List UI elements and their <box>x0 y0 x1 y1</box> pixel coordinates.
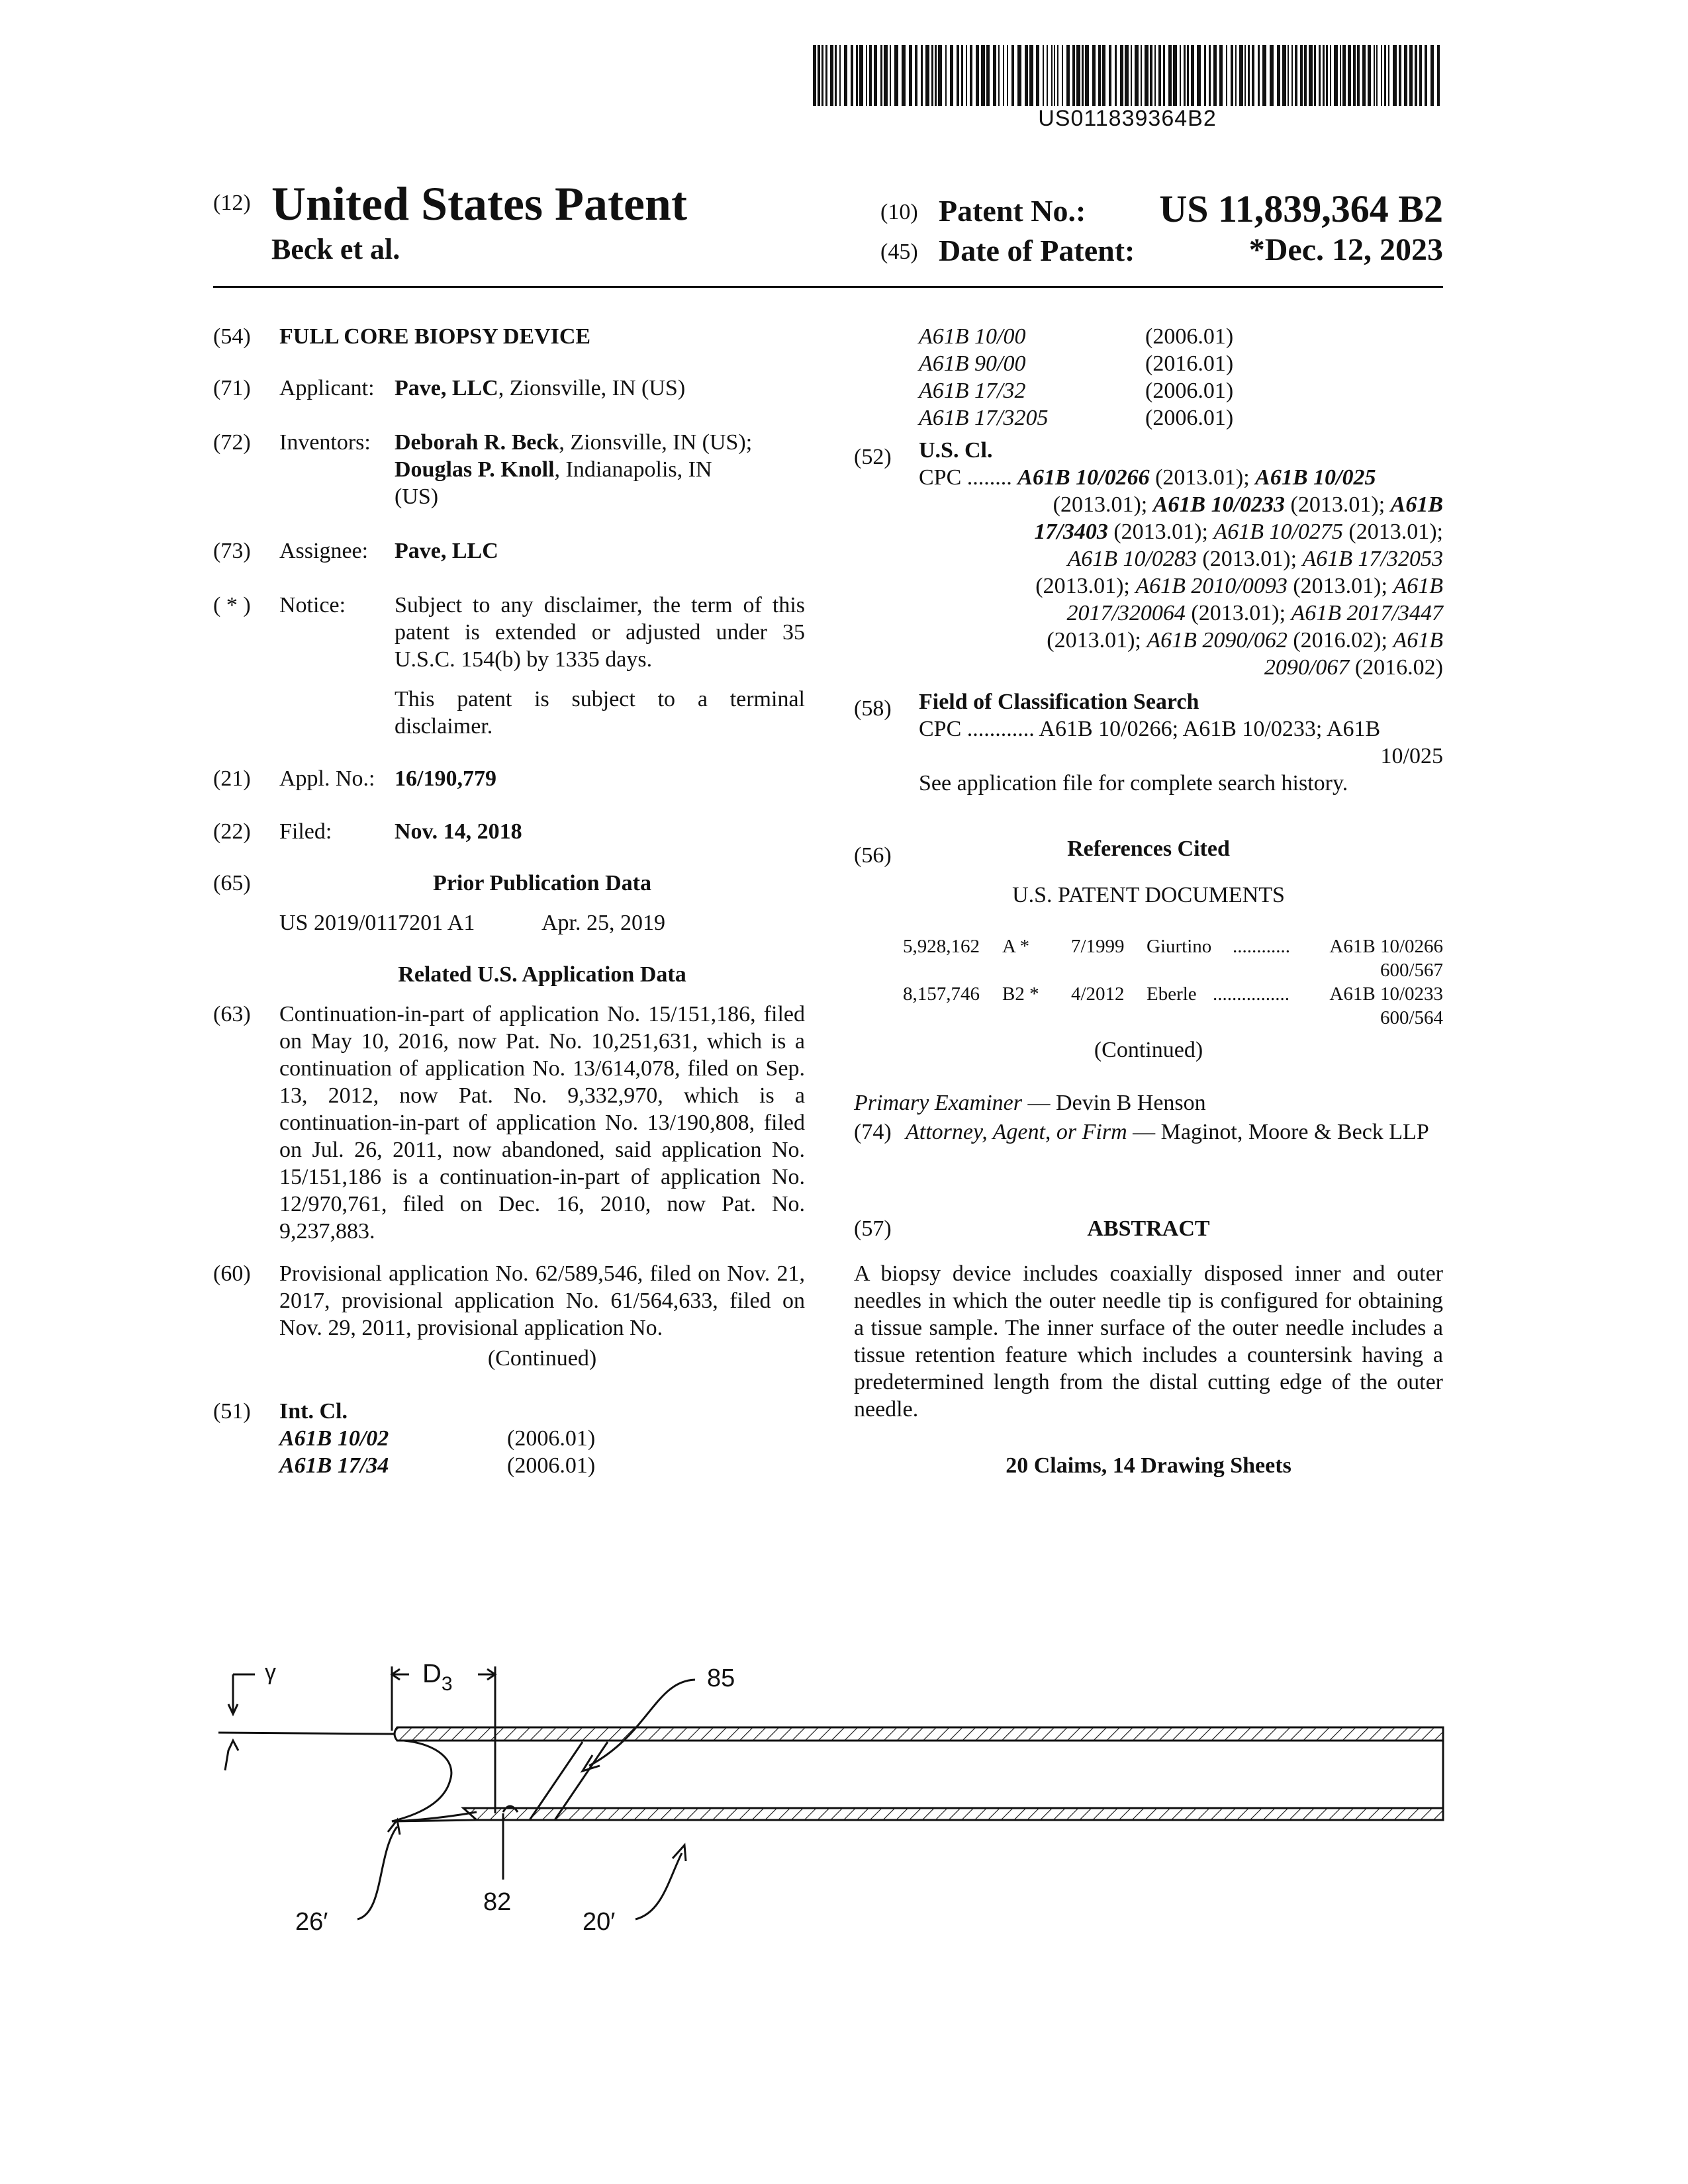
prior-pub-heading: Prior Publication Data <box>433 871 651 895</box>
examiner-name: — Devin B Henson <box>1022 1091 1206 1115</box>
cpc-segment: (2013.01); <box>1342 520 1443 544</box>
cpc-segment: CPC ........ <box>919 465 1018 490</box>
barcode-bar <box>1219 45 1223 106</box>
barcode-bar <box>1047 45 1048 106</box>
barcode-bar <box>1244 45 1246 106</box>
barcode-bar <box>1098 45 1101 106</box>
barcode-bar <box>1437 45 1440 106</box>
cpc-segment: (2013.01); <box>1285 492 1391 517</box>
cpc-segment: (2013.01); <box>1053 492 1153 517</box>
barcode-bar <box>1109 45 1111 106</box>
us-cl-heading: U.S. Cl. <box>919 438 993 463</box>
reference-date: 4/2012 <box>1071 983 1125 1005</box>
inventor-2-country: (US) <box>395 484 439 509</box>
field-num-52: (52) <box>854 445 892 469</box>
int-cl-code: A61B 10/00 <box>919 324 1026 349</box>
cpc-segment: A61B 2010/0093 <box>1135 574 1288 598</box>
barcode-bar <box>874 45 877 106</box>
barcode-bar <box>1262 45 1266 106</box>
barcode-bar <box>1399 45 1401 106</box>
field-num-22: (22) <box>213 819 251 844</box>
appl-no: 16/190,779 <box>395 766 496 791</box>
barcode-bar <box>1288 45 1289 106</box>
cpc-segment: (2013.01); <box>1287 574 1393 598</box>
barcode-bar <box>1357 45 1360 106</box>
reference-name: Eberle <box>1147 983 1197 1005</box>
references-continued: (Continued) <box>1094 1038 1203 1062</box>
applicant <box>395 375 685 402</box>
barcode-bar <box>1388 45 1389 106</box>
field-num-73: (73) <box>213 539 251 563</box>
barcode-bar <box>1409 45 1413 106</box>
barcode-bar <box>1197 45 1201 106</box>
cpc-segment: A61B <box>1393 628 1443 653</box>
cpc-segment: 17/3403 <box>1034 520 1108 544</box>
barcode-bar <box>1150 45 1152 106</box>
barcode-bar <box>957 45 959 106</box>
barcode-bar <box>1187 45 1189 106</box>
label-d3-letter: D <box>422 1659 442 1688</box>
authors: Beck et al. <box>271 233 400 265</box>
barcode-bar <box>1384 45 1386 106</box>
barcode-bar <box>1304 45 1307 106</box>
barcode-bar <box>1054 45 1055 106</box>
barcode-bar <box>981 45 985 106</box>
int-cl-year: (2006.01) <box>1145 324 1234 349</box>
label-26: 26′ <box>295 1908 328 1936</box>
barcode-bar <box>1404 45 1407 106</box>
field-search-heading: Field of Classification Search <box>919 690 1199 714</box>
cpc-segment: A61B 17/32053 <box>1302 547 1443 571</box>
cpc-segment: 2017/320064 <box>1066 601 1186 625</box>
applicant-location: , Zionsville, IN (US) <box>498 376 686 400</box>
barcode-bar <box>1025 45 1028 106</box>
inventor-1 <box>395 429 752 456</box>
cpc-segment: A61B 10/0233 <box>1152 492 1286 517</box>
barcode-bar <box>1374 45 1375 106</box>
cpc-segment: (2016.02) <box>1349 655 1443 680</box>
barcode-bar <box>830 45 833 106</box>
barcode-bar <box>1085 45 1089 106</box>
appl-no-label: Appl. No.: <box>279 766 375 791</box>
cpc-line <box>919 627 1443 654</box>
barcode-bar <box>1082 45 1084 106</box>
abstract-text: A biopsy device includes coaxially disposed inner and outer needles in which the outer needle tip is configured for obtaining a tissue sample. The inner surface of the outer needle includes a tissue retention feature which includes a countersink having a predetermined length from the distal cutting edge of the outer needle. <box>854 1261 1443 1422</box>
examiner-label: Primary Examiner <box>854 1091 1023 1115</box>
int-cl-year: (2006.01) <box>1145 406 1234 430</box>
barcode-bar <box>1248 45 1250 106</box>
barcode-bar <box>1239 45 1243 106</box>
barcode-bar <box>1154 45 1156 106</box>
reference-subclass: 600/564 <box>1380 1007 1443 1028</box>
barcode-bar <box>1270 45 1274 106</box>
barcode-bar <box>813 45 816 106</box>
barcode-bar <box>869 45 872 106</box>
barcode <box>813 45 1442 106</box>
label-85: 85 <box>707 1664 735 1692</box>
barcode-bar <box>1043 45 1044 106</box>
references-heading: References Cited <box>1067 837 1230 861</box>
inventor-2 <box>395 456 712 483</box>
cpc-segment: (2013.01); <box>1196 547 1303 571</box>
barcode-bar <box>998 45 1000 106</box>
search-history-note: See application file for complete search history. <box>919 771 1348 796</box>
int-cl-year: (2016.01) <box>1145 351 1234 376</box>
barcode-bar <box>1145 45 1149 106</box>
barcode-bar <box>938 45 942 106</box>
barcode-bar <box>925 45 929 106</box>
barcode-bar <box>1141 45 1142 106</box>
representative-drawing <box>0 1602 1688 1972</box>
field-search-cpc: CPC ............ A61B 10/0266; A61B 10/0233; A61B <box>919 717 1381 741</box>
barcode-bar <box>1076 45 1080 106</box>
barcode-bar <box>921 45 923 106</box>
terminal-disclaimer: This patent is subject to a terminal disclaimer. <box>395 687 805 739</box>
barcode-bar <box>884 45 888 106</box>
barcode-bar <box>1062 45 1063 106</box>
prior-pub-number: US 2019/0117201 A1 <box>279 911 475 935</box>
barcode-number: US011839364B2 <box>1038 106 1217 131</box>
patent-kind-title: United States Patent <box>271 177 687 230</box>
reference-kind: A * <box>1002 936 1030 957</box>
barcode-bar <box>1342 45 1346 106</box>
int-cl-year: (2006.01) <box>507 1426 596 1451</box>
int-cl-code: A61B 10/02 <box>279 1426 389 1451</box>
barcode-bar <box>1334 45 1338 106</box>
header-rule <box>213 286 1443 288</box>
barcode-bar <box>1340 45 1341 106</box>
barcode-bar <box>890 45 891 106</box>
cpc-segment: (2013.01); <box>1035 574 1136 598</box>
barcode-bar <box>1300 45 1303 106</box>
barcode-bar <box>1213 45 1217 106</box>
attorney-label: Attorney, Agent, or Firm <box>906 1120 1127 1144</box>
barcode-bar <box>1348 45 1351 106</box>
field-num-74: (74) <box>854 1120 892 1144</box>
barcode-bar <box>1115 45 1117 106</box>
barcode-bar <box>844 45 847 106</box>
barcode-bar <box>1362 45 1366 106</box>
claims-summary: 20 Claims, 14 Drawing Sheets <box>1006 1453 1291 1478</box>
barcode-bar <box>894 45 898 106</box>
inventor-1-name: Deborah R. Beck <box>395 430 559 455</box>
barcode-bar <box>1092 45 1096 106</box>
abstract-heading: ABSTRACT <box>1087 1216 1210 1241</box>
attorney-name: — Maginot, Moore & Beck LLP <box>1127 1120 1429 1144</box>
barcode-bar <box>1102 45 1105 106</box>
inventors-label: Inventors: <box>279 430 371 455</box>
int-cl-year: (2006.01) <box>507 1453 596 1478</box>
barcode-bar <box>1017 45 1021 106</box>
barcode-bar <box>1282 45 1286 106</box>
field-num-60: (60) <box>213 1261 251 1286</box>
assignee-label: Assignee: <box>279 539 369 563</box>
patent-no-label: Patent No.: <box>939 194 1086 228</box>
notice-label: Notice: <box>279 593 346 617</box>
applicant-name: Pave, LLC <box>395 376 498 400</box>
barcode-bar <box>931 45 933 106</box>
kind-code-num: (12) <box>213 191 251 215</box>
barcode-bar <box>1393 45 1397 106</box>
barcode-bar <box>950 45 953 106</box>
barcode-bar <box>835 45 837 106</box>
barcode-bar <box>1277 45 1280 106</box>
barcode-bar <box>851 45 853 106</box>
cpc-segment: A61B 2017/3447 <box>1291 601 1443 625</box>
inventor-2-name: Douglas P. Knoll <box>395 457 555 482</box>
cpc-segment: A61B <box>1390 492 1443 517</box>
barcode-bar <box>1425 45 1427 106</box>
prior-pub-date: Apr. 25, 2019 <box>541 911 665 935</box>
barcode-bar <box>1226 45 1227 106</box>
cpc-segment: A61B 10/0275 <box>1213 520 1343 544</box>
barcode-bar <box>986 45 990 106</box>
notice-text: Subject to any disclaimer, the term of this patent is extended or adjusted under 35 U.S.C. 154(b) by 1335 days. <box>395 593 805 672</box>
reference-date: 7/1999 <box>1071 936 1125 957</box>
barcode-bar <box>902 45 906 106</box>
outer-needle <box>218 1727 1443 1821</box>
filed-date: Nov. 14, 2018 <box>395 819 522 844</box>
reference-name: Giurtino <box>1147 936 1212 957</box>
barcode-bar <box>1003 45 1004 106</box>
barcode-bar <box>1135 45 1139 106</box>
barcode-bar <box>856 45 858 106</box>
cpc-segment: (2016.02); <box>1287 628 1393 653</box>
cpc-segment: 2090/067 <box>1264 655 1350 680</box>
barcode-bar <box>1051 45 1053 106</box>
cpc-segment: A61B 10/0266 <box>1017 465 1150 490</box>
barcode-bar <box>1330 45 1331 106</box>
provisional-continued: (Continued) <box>487 1346 597 1371</box>
barcode-bar <box>1173 45 1177 106</box>
barcode-bar <box>1415 45 1417 106</box>
label-82: 82 <box>483 1888 512 1916</box>
filed-label: Filed: <box>279 819 332 844</box>
applicant-label: Applicant: <box>279 376 375 400</box>
field-search-cpc-cont: 10/025 <box>1380 744 1443 768</box>
barcode-bar <box>1029 45 1033 106</box>
reference-class: A61B 10/0266 <box>1329 936 1443 957</box>
reference-subclass: 600/567 <box>1380 960 1443 981</box>
cpc-segment: (2013.01); <box>1107 520 1214 544</box>
barcode-bar <box>1184 45 1186 106</box>
primary-examiner <box>854 1089 1206 1116</box>
field-num-58: (58) <box>854 696 892 721</box>
int-cl-code: A61B 17/32 <box>919 379 1026 403</box>
barcode-bar <box>1419 45 1422 106</box>
barcode-bar <box>1125 45 1129 106</box>
barcode-bar <box>1007 45 1008 106</box>
barcode-bar <box>1309 45 1313 106</box>
label-20: 20′ <box>583 1908 616 1936</box>
cpc-classifications <box>919 464 1443 681</box>
date-label: Date of Patent: <box>939 234 1135 267</box>
date-num: (45) <box>880 240 918 264</box>
barcode-bar <box>1168 45 1172 106</box>
cpc-segment: (2013.01); <box>1047 628 1147 653</box>
barcode-bar <box>909 45 912 106</box>
reference-number: 8,157,746 <box>903 983 980 1005</box>
cpc-segment: (2013.01); <box>1185 601 1291 625</box>
cpc-line <box>919 545 1443 572</box>
barcode-bar <box>1191 45 1194 106</box>
inventor-2-location: , Indianapolis, IN <box>554 457 712 482</box>
reference-number: 5,928,162 <box>903 936 980 957</box>
barcode-bar <box>859 45 863 106</box>
int-cl-year: (2006.01) <box>1145 379 1234 403</box>
barcode-bar <box>1258 45 1260 106</box>
patent-no-num: (10) <box>880 200 918 224</box>
barcode-bar <box>1036 45 1039 106</box>
patent-date: *Dec. 12, 2023 <box>1248 232 1443 267</box>
barcode-bar <box>818 45 820 106</box>
barcode-bar <box>825 45 827 106</box>
barcode-bar <box>976 45 979 106</box>
field-num-54: (54) <box>213 324 251 349</box>
provisional-text: Provisional application No. 62/589,546, filed on Nov. 21, 2017, provisional application No. 61/564,633, filed on Nov. 29, 2011, provisional application No. <box>279 1261 805 1340</box>
barcode-bar <box>970 45 972 106</box>
reference-kind: B2 * <box>1002 983 1039 1005</box>
cpc-line <box>919 572 1443 600</box>
barcode-bar <box>966 45 967 106</box>
assignee: Pave, LLC <box>395 539 498 563</box>
field-num-21: (21) <box>213 766 251 791</box>
barcode-bar <box>1066 45 1070 106</box>
barcode-bar <box>1158 45 1161 106</box>
barcode-bar <box>961 45 963 106</box>
references-subheading: U.S. PATENT DOCUMENTS <box>1012 883 1285 907</box>
related-heading: Related U.S. Application Data <box>398 962 686 987</box>
barcode-bar <box>1376 45 1378 106</box>
barcode-bar <box>945 45 947 106</box>
barcode-bar <box>1120 45 1123 106</box>
barcode-bar <box>866 45 867 106</box>
barcode-bar <box>821 45 823 106</box>
barcode-bar <box>880 45 882 106</box>
cpc-line <box>919 518 1443 545</box>
barcode-bar <box>935 45 937 106</box>
cpc-segment: A61B 2090/062 <box>1147 628 1288 653</box>
barcode-bar <box>1353 45 1356 106</box>
cpc-segment: A61B 10/0283 <box>1067 547 1197 571</box>
barcode-bar <box>1180 45 1181 106</box>
barcode-bar <box>1368 45 1371 106</box>
field-num-71: (71) <box>213 376 251 400</box>
reference-leader: ................ <box>1213 983 1289 1005</box>
invention-title: FULL CORE BIOPSY DEVICE <box>279 324 591 349</box>
cpc-segment: A61B <box>1393 574 1443 598</box>
barcode-bar <box>1295 45 1297 106</box>
int-cl-code: A61B 17/34 <box>279 1453 389 1478</box>
barcode-bar <box>1131 45 1132 106</box>
field-num-51: (51) <box>213 1399 251 1424</box>
int-cl-heading: Int. Cl. <box>279 1399 348 1424</box>
barcode-bar <box>1323 45 1325 106</box>
inventor-1-location: , Zionsville, IN (US); <box>559 430 753 455</box>
barcode-bar <box>1252 45 1254 106</box>
barcode-bar <box>839 45 841 106</box>
barcode-bar <box>915 45 917 106</box>
int-cl-code: A61B 17/3205 <box>919 406 1049 430</box>
barcode-bar <box>1072 45 1075 106</box>
reference-class: A61B 10/0233 <box>1329 983 1443 1005</box>
attorney <box>854 1118 1443 1146</box>
barcode-bar <box>1163 45 1165 106</box>
cpc-line <box>919 491 1443 518</box>
label-gamma: γ <box>265 1660 276 1685</box>
barcode-bar <box>1209 45 1211 106</box>
barcode-bar <box>1011 45 1014 106</box>
barcode-bar <box>1430 45 1434 106</box>
barcode-bar <box>1326 45 1328 106</box>
cpc-segment: A61B 10/025 <box>1255 465 1376 490</box>
cpc-line <box>919 654 1443 681</box>
field-num-72: (72) <box>213 430 251 455</box>
cpc-line <box>919 464 1443 491</box>
patent-number: US 11,839,364 B2 <box>1159 187 1443 230</box>
dimension-markers <box>225 1666 695 1919</box>
field-num-65: (65) <box>213 871 251 895</box>
field-num-63: (63) <box>213 1002 251 1026</box>
barcode-bar <box>1319 45 1321 106</box>
barcode-bar <box>993 45 996 106</box>
reference-leader: ............ <box>1233 936 1290 957</box>
field-num-56: (56) <box>854 843 892 868</box>
cpc-segment: (2013.01); <box>1149 465 1256 490</box>
barcode-bar <box>1204 45 1206 106</box>
barcode-bar <box>1314 45 1316 106</box>
barcode-bar <box>1381 45 1382 106</box>
label-d3 <box>422 1659 453 1695</box>
barcode-bar <box>1057 45 1058 106</box>
label-d3-subscript: 3 <box>441 1673 453 1695</box>
continuation-text: Continuation-in-part of application No. 15/151,186, filed on May 10, 2016, now Pat. No. 10,251,631, which is a continuation of application No. 13/614,078, filed on Sep. 13, 2012, now Pat. No. 9,332,970, which is a continuation-in-part of application No. 13/190,808, filed on Jul. 26, 2011, now abandoned, said application No. 15/151,186 is a continuation-in-part of application No. 12/970,761, filed on Dec. 16, 2010, now Pat. No. 9,237,883. <box>279 1002 805 1244</box>
barcode-bar <box>1235 45 1237 106</box>
barcode-bar <box>1291 45 1293 106</box>
field-num-notice: ( * ) <box>213 593 251 617</box>
field-num-57: (57) <box>854 1216 892 1241</box>
cpc-line <box>919 600 1443 627</box>
barcode-bar <box>1231 45 1233 106</box>
int-cl-code: A61B 90/00 <box>919 351 1026 376</box>
